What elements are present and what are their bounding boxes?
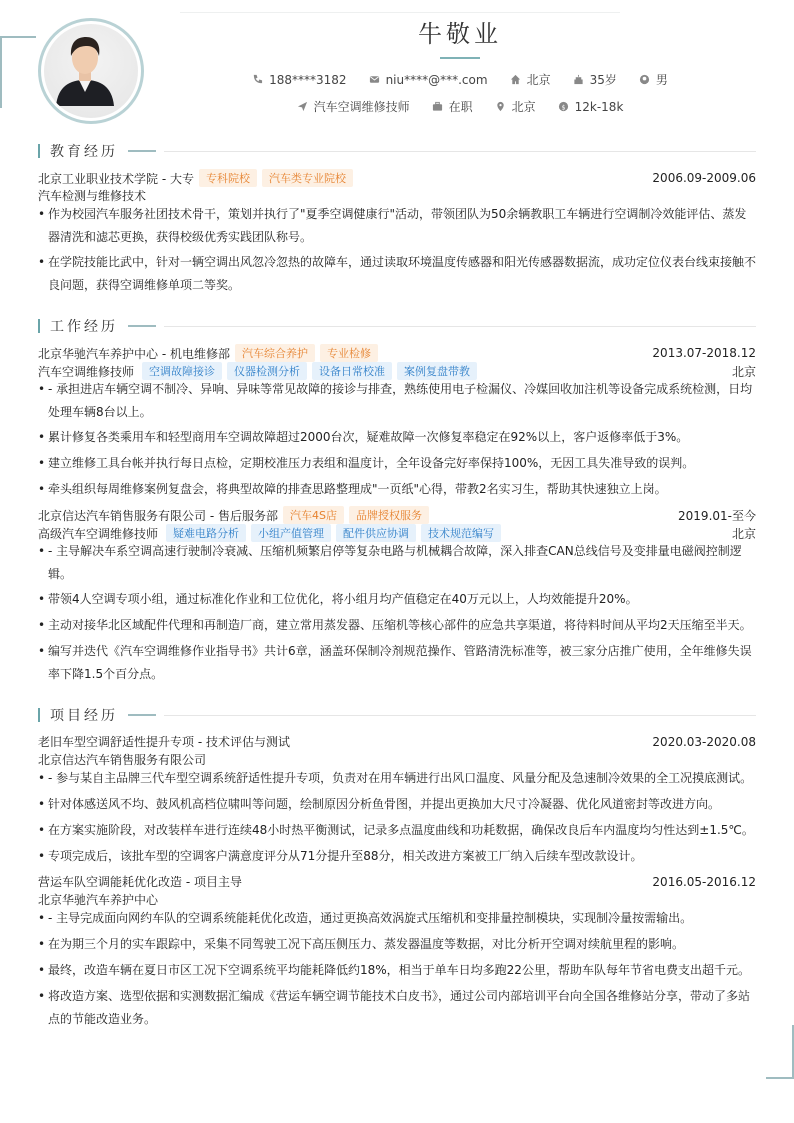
corner-decoration-top-left-vertical <box>0 36 2 108</box>
corner-decoration-top-left <box>0 36 36 38</box>
work-location: 北京 <box>731 526 756 541</box>
project-section-header <box>38 705 756 725</box>
location-pin-icon <box>495 101 506 112</box>
work-location: 北京 <box>731 364 756 379</box>
city-text: 北京 <box>526 73 551 87</box>
money-icon <box>558 101 569 112</box>
school-name: 北京工业职业技术学院 - 大专 <box>38 171 194 186</box>
contact-info-row <box>150 71 770 88</box>
send-icon <box>297 101 308 112</box>
work-bullet: • - 主导解决车系空调高速行驶制冷衰减、压缩机频繁启停等复杂电路与机械耦合故障，深入排查CAN总线信号及变排量电磁阀控制逻辑。 <box>38 540 756 586</box>
age-text: 35岁 <box>589 73 617 87</box>
skill-tag: 技术规范编写 <box>421 524 501 542</box>
project-title: 老旧车型空调舒适性提升专项 - 技术评估与测试 <box>38 735 290 749</box>
project-bullet: • 在为期三个月的实车跟踪中，采集不同驾驶工况下高压侧压力、蒸发器温度等数据，对比分析开空调对续航里程的影响。 <box>38 933 756 956</box>
project-bullet: • 最终，改造车辆在夏日市区工况下空调系统平均能耗降低约18%，相当于单车日均多跑22公里，帮助车队每年节省电费支出超千元。 <box>38 959 756 982</box>
company-tag: 专业检修 <box>320 344 378 362</box>
skill-tag: 仪器检测分析 <box>227 362 307 380</box>
section-marker <box>38 708 40 722</box>
target-city-text: 北京 <box>511 100 536 114</box>
project-title-row <box>38 873 756 890</box>
job-role: 高级汽车空调维修技师 <box>38 526 159 541</box>
person-portrait-icon <box>44 24 126 106</box>
phone-icon <box>252 74 263 85</box>
project-bullet: • 将改造方案、选型依据和实测数据汇编成《营运车辆空调节能技术白皮书》，通过公司内部培训平台向全国各维修站分享，带动了多站点的节能改造业务。 <box>38 985 756 1031</box>
phone-text: 188****3182 <box>269 72 347 87</box>
project-date: 2020.03-2020.08 <box>652 734 756 749</box>
skill-tag: 设备日常校准 <box>312 362 392 380</box>
position-text: 汽车空调维修技师 <box>313 100 410 114</box>
gender-icon <box>639 74 650 85</box>
name-underline <box>440 57 480 59</box>
work-date: 2013.07-2018.12 <box>652 346 756 360</box>
skill-tag: 配件供应协调 <box>336 524 416 542</box>
avatar <box>38 18 144 124</box>
project-bullet: • - 参与某自主品牌三代车型空调系统舒适性提升专项，负责对在用车辆进行出风口温度、风量分配及急速制冷效果的全工况摸底测试。 <box>38 767 756 790</box>
work-bullet: • - 承担进店车辆空调不制冷、异响、异味等常见故障的接诊与排查，熟练使用电子检漏仪、冷媒回收加注机等设备完成系统检测，日均处理车辆8台以上。 <box>38 378 756 424</box>
mail-icon <box>369 74 380 85</box>
section-rule <box>164 715 756 716</box>
briefcase-icon <box>432 101 443 112</box>
project-org-row <box>38 751 756 768</box>
work-date: 2019.01-至今 <box>678 508 756 523</box>
section-title: 工作经历 <box>50 319 118 335</box>
email-info <box>369 71 488 88</box>
section-title: 项目经历 <box>50 708 118 724</box>
education-date: 2006.09-2009.06 <box>652 171 756 185</box>
corner-decoration-bottom-right <box>766 1077 794 1079</box>
education-bullet: • 作为校园汽车服务社团技术骨干，策划并执行了"夏季空调健康行"活动，带领团队为50余辆教职工车辆进行空调制冷效能评估、蒸发器清洗和滤芯更换，获得校级优秀实践团队称号。 <box>38 203 756 249</box>
section-marker <box>38 319 40 333</box>
project-date: 2016.05-2016.12 <box>652 874 756 889</box>
company-tag: 品牌授权服务 <box>349 506 429 524</box>
section-dash <box>128 150 156 152</box>
education-section-header <box>38 141 756 161</box>
job-role: 汽车空调维修技师 <box>38 364 135 379</box>
company-tag: 汽车4S店 <box>283 506 344 524</box>
company-tag: 汽车综合养护 <box>235 344 315 362</box>
education-tag: 专科院校 <box>199 169 257 187</box>
work-bullet: • 编写并迭代《汽车空调维修作业指导书》共计6章，涵盖环保制冷剂规范操作、管路清洗标准等，被三家分店推广使用，全年维修失误率下降1.5个百分点。 <box>38 640 756 686</box>
status-text: 在职 <box>448 100 473 114</box>
candidate-name: 牛敬业 <box>418 20 502 48</box>
work-section-header <box>38 316 756 336</box>
work-company-row <box>38 344 756 362</box>
education-row <box>38 169 756 187</box>
section-dash <box>128 714 156 716</box>
target-city-info <box>495 98 536 115</box>
section-title: 教育经历 <box>50 144 118 160</box>
education-major-row <box>38 187 756 204</box>
company-name: 北京华驰汽车养护中心 - 机电维修部 <box>38 346 230 361</box>
job-info-row <box>150 98 770 115</box>
email-text: niu****@***.com <box>385 72 488 87</box>
skill-tag: 小组产值管理 <box>251 524 331 542</box>
work-bullet: • 累计修复各类乘用车和轻型商用车空调故障超过2000台次，疑难故障一次修复率稳定在92%以上，客户返修率低于3%。 <box>38 426 756 449</box>
svg-text:$: $ <box>561 103 566 112</box>
project-title: 营运车队空调能耗优化改造 - 项目主导 <box>38 875 242 889</box>
work-bullet: • 建立维修工具台帐并执行每日点检，定期校准压力表组和温度计，全年设备完好率保持100%，无因工具失准导致的误判。 <box>38 452 756 475</box>
project-bullet: • 针对体感送风不均、鼓风机高档位啸叫等问题，绘制原因分析鱼骨图，并提出更换加大尺寸冷凝器、优化风道密封等改进方向。 <box>38 793 756 816</box>
project-bullet: • 在方案实施阶段，对改装样车进行连续48小时热平衡测试，记录多点温度曲线和功耗数据，确保改良后车内温度均匀性达到±1.5℃。 <box>38 819 756 842</box>
age-info <box>573 71 617 88</box>
cake-icon <box>573 74 584 85</box>
project-title-row <box>38 733 756 750</box>
work-bullet: • 带领4人空调专项小组，通过标准化作业和工位优化，将小组月均产值稳定在40万元以上，人均效能提升20%。 <box>38 588 756 611</box>
gender-info <box>639 71 668 88</box>
section-marker <box>38 144 40 158</box>
company-name: 北京信达汽车销售服务有限公司 - 售后服务部 <box>38 508 278 523</box>
skill-tag: 案例复盘带教 <box>397 362 477 380</box>
project-bullet: • 专项完成后，该批车型的空调客户满意度评分从71分提升至88分，相关改进方案被工厂纳入后续车型改款设计。 <box>38 845 756 868</box>
skill-tag: 空调故障接诊 <box>142 362 222 380</box>
home-icon <box>510 74 521 85</box>
section-rule <box>164 326 756 327</box>
section-dash <box>128 325 156 327</box>
phone-info <box>252 71 346 88</box>
education-tag: 汽车类专业院校 <box>262 169 353 187</box>
avatar-photo <box>44 24 138 118</box>
project-org: 北京信达汽车销售服务有限公司 <box>38 753 207 767</box>
salary-info <box>558 98 624 115</box>
skill-tag: 疑难电路分析 <box>166 524 246 542</box>
education-major: 汽车检测与维修技术 <box>38 189 147 203</box>
project-org: 北京华驰汽车养护中心 <box>38 893 159 907</box>
status-info <box>432 98 473 115</box>
project-bullet: • - 主导完成面向网约车队的空调系统能耗优化改造，通过更换高效涡旋式压缩机和变排量控制模块，实现制冷量按需输出。 <box>38 907 756 930</box>
education-bullet: • 在学院技能比武中，针对一辆空调出风忽冷忽热的故障车，通过读取环境温度传感器和阳光传感器数据流，成功定位仪表台线束接触不良问题，获得空调维修单项二等奖。 <box>38 251 756 297</box>
gender-text: 男 <box>655 73 668 87</box>
city-info <box>510 71 551 88</box>
top-divider <box>180 12 620 13</box>
work-bullet: • 牵头组织每周维修案例复盘会，将典型故障的排查思路整理成"一页纸"心得，带教2名实习生，帮助其快速独立上岗。 <box>38 478 756 501</box>
resume-header <box>160 14 760 59</box>
position-info <box>297 98 410 115</box>
section-rule <box>164 151 756 152</box>
project-org-row <box>38 891 756 908</box>
work-company-row <box>38 506 756 524</box>
work-bullet: • 主动对接华北区域配件代理和再制造厂商，建立常用蒸发器、压缩机等核心部件的应急共享渠道，将待料时间从平均2天压缩至半天。 <box>38 614 756 637</box>
salary-text: 12k-18k <box>574 99 624 114</box>
